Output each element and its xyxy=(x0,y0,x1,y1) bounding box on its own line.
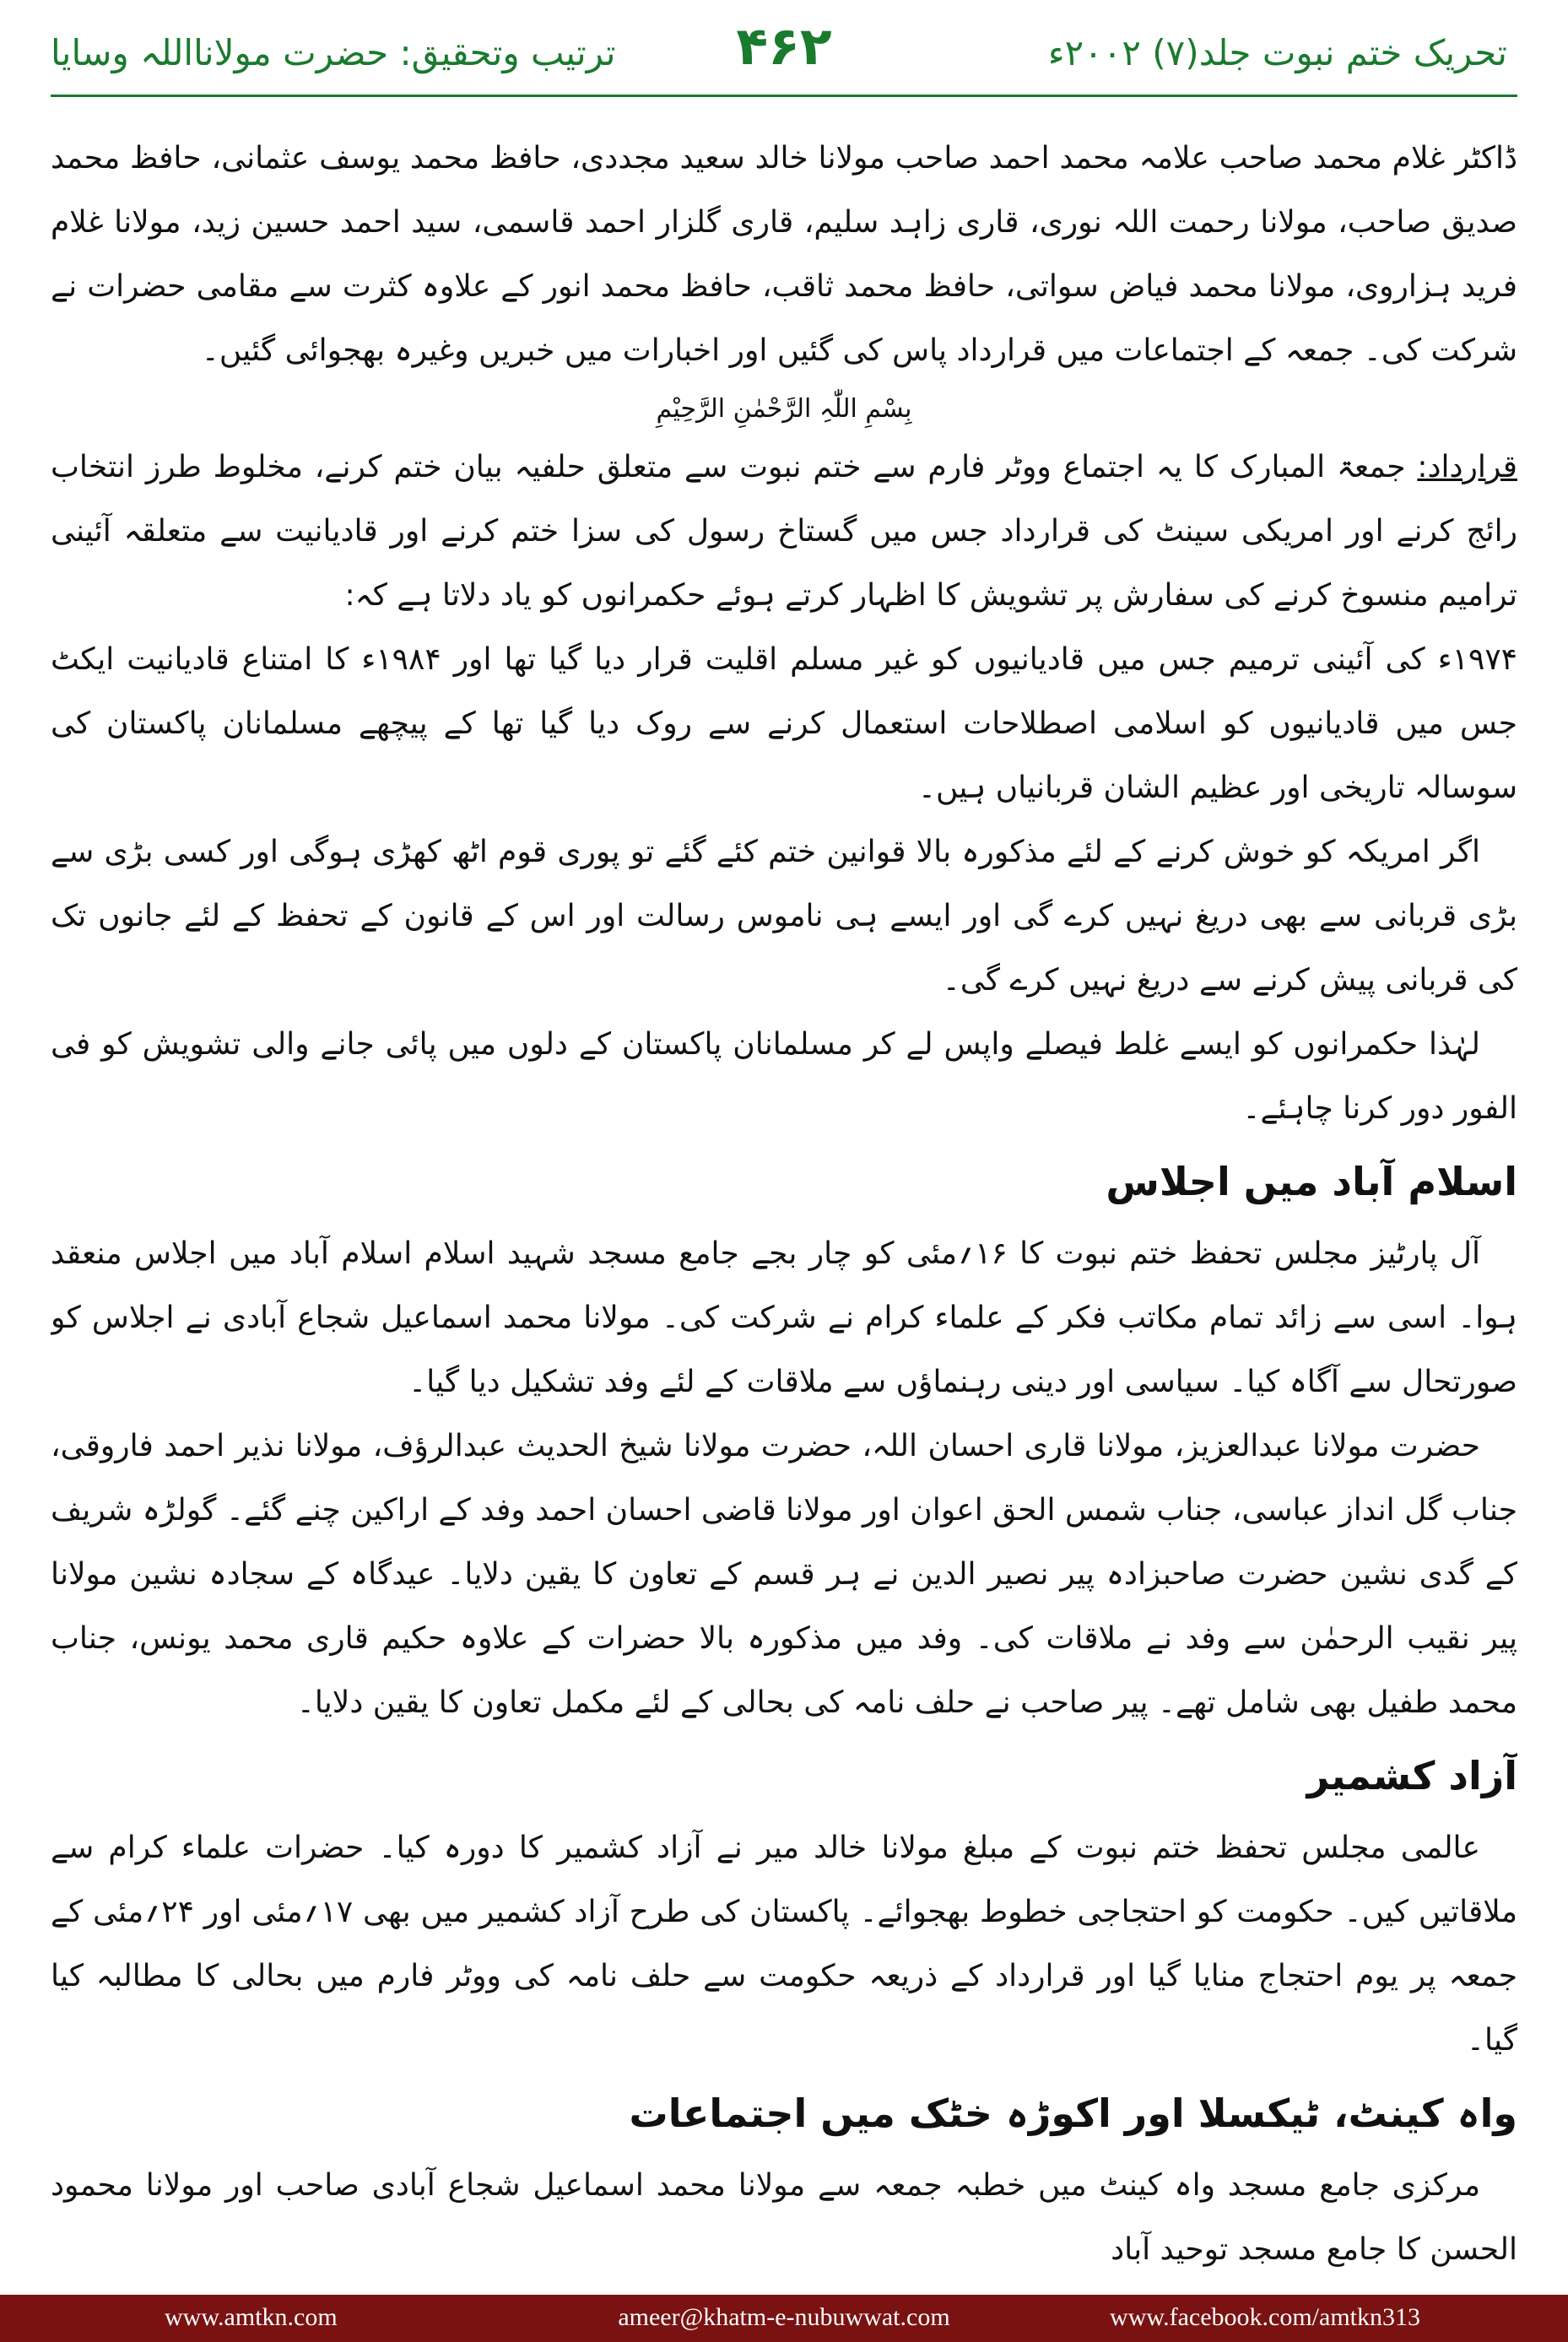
resolution-label: قرارداد: xyxy=(1417,450,1517,484)
email-link[interactable]: ameer@khatm-e-nubuwwat.com xyxy=(618,2303,950,2331)
resolution-text: جمعۃ المبارک کا یہ اجتماع ووٹر فارم سے ختم نبوت سے متعلق حلفیہ بیان ختم کرنے، مخلوط طرز انتخاب رائج کرنے اور امریکی سینٹ کی قرارداد جس میں گستاخ رسول کی سزا ختم کرنے اور قادیانیت سے متعلقہ آئینی ترامیم منسوخ کرنے کی سفارش پر تشویش کا اظہار کرتے ہوئے حکمرانوں کو یاد دلاتا ہے کہ: xyxy=(51,450,1517,613)
footer-bar xyxy=(0,2295,1568,2342)
section-heading-wah-cantt: واہ کینٹ، ٹیکسلا اور اکوڑہ خٹک میں اجتماعات xyxy=(629,2090,1517,2136)
page-body xyxy=(51,127,1517,2283)
section-heading-islamabad: اسلام آباد میں اجلاس xyxy=(1106,1159,1517,1204)
facebook-link[interactable]: www.facebook.com/amtkn313 xyxy=(1110,2303,1420,2331)
section-heading-azad-kashmir: آزاد کشمیر xyxy=(1306,1753,1517,1798)
page-header xyxy=(0,0,1568,100)
book-title: تحریک ختم نبوت جلد(۷) ۲۰۰۲ء xyxy=(1047,32,1507,73)
demand-paragraph: لہٰذا حکمرانوں کو ایسے غلط فیصلے واپس لے کر مسلمانان پاکستان کے دلوں میں پائی جانے والی تشویش کو فی الفور دور کرنا چاہئے۔ xyxy=(51,1027,1517,1126)
compiler-credit: ترتیب وتحقیق: حضرت مولانااللہ وسایا xyxy=(51,32,616,73)
website-link[interactable]: www.amtkn.com xyxy=(165,2303,338,2331)
attendees-paragraph: ڈاکٹر غلام محمد صاحب علامہ محمد احمد صاحب مولانا خالد سعید مجددی، حافظ محمد یوسف عثمانی، حافظ محمد صدیق صاحب، مولانا رحمت اللہ نوری، قاری زاہد سلیم، قاری گلزار احمد قاسمی، سید احمد حسین زید، مولانا غلام فرید ہزاروی، مولانا محمد فیاض سواتی، حافظ محمد ثاقب، حافظ محمد انور کے علاوہ کثرت سے مقامی حضرات نے شرکت کی۔ جمعہ کے اجتماعات میں قرارداد پاس کی گئیں اور اخبارات میں خبریں وغیرہ بھجوائی گئیں۔ xyxy=(51,141,1517,368)
bismillah: بِسْمِ اللّٰہِ الرَّحْمٰنِ الرَّحِیْمِ xyxy=(656,394,912,424)
amendment-paragraph: ۱۹۷۴ء کی آئینی ترمیم جس میں قادیانیوں کو غیر مسلم اقلیت قرار دیا گیا تھا اور ۱۹۸۴ء کا امتناع قادیانیت ایکٹ جس میں قادیانیوں کو اسلامی اصطلاحات استعمال کرنے سے روک دیا گیا تھا کے پیچھے مسلمانان پاکستان کی سوسالہ تاریخی اور عظیم الشان قربانیاں ہیں۔ xyxy=(51,642,1517,805)
resolution-paragraph xyxy=(51,435,1517,628)
islamabad-paragraph: آل پارٹیز مجلس تحفظ ختم نبوت کا ۱۶؍مئی کو چار بجے جامع مسجد شہید اسلام اسلام آباد میں اجلاس منعقد ہوا۔ اسی سے زائد تمام مکاتب فکر کے علماء کرام نے شرکت کی۔ مولانا محمد اسماعیل شجاع آبادی نے اجلاس کو صورتحال سے آگاہ کیا۔ سیاسی اور دینی رہنماؤں سے ملاقات کے لئے وفد تشکیل دیا گیا۔ xyxy=(51,1236,1517,1399)
header-divider xyxy=(51,95,1517,97)
wah-cantt-paragraph: مرکزی جامع مسجد واہ کینٹ میں خطبہ جمعہ سے مولانا محمد اسماعیل شجاع آبادی صاحب اور مولانا محمود الحسن کا جامع مسجد توحید آباد xyxy=(51,2168,1517,2267)
warning-paragraph: اگر امریکہ کو خوش کرنے کے لئے مذکورہ بالا قوانین ختم کئے گئے تو پوری قوم اٹھ کھڑی ہوگی اور کسی بڑی سے بڑی قربانی سے بھی دریغ نہیں کرے گی اور ایسے ہی ناموس رسالت اور اس کے قانون کے تحفظ کے لئے جانوں تک کی قربانی پیش کرنے سے دریغ نہیں کرے گی۔ xyxy=(51,835,1517,998)
page-number: ۴۶۲ xyxy=(736,15,832,77)
delegation-paragraph: حضرت مولانا عبدالعزیز، مولانا قاری احسان اللہ، حضرت مولانا شیخ الحدیث عبدالرؤف، مولانا نذیر احمد فاروقی، جناب گل انداز عباسی، جناب شمس الحق اعوان اور مولانا قاضی احسان احمد وفد کے اراکین چنے گئے۔ گولڑہ شریف کے گدی نشین حضرت صاحبزادہ پیر نصیر الدین نے ہر قسم کے تعاون کا یقین دلایا۔ عیدگاہ کے سجادہ نشین مولانا پیر نقیب الرحمٰن سے وفد نے ملاقات کی۔ وفد میں مذکورہ بالا حضرات کے علاوہ حکیم قاری محمد یونس، جناب محمد طفیل بھی شامل تھے۔ پیر صاحب نے حلف نامہ کی بحالی کے لئے مکمل تعاون کا یقین دلایا۔ xyxy=(51,1429,1517,1720)
kashmir-paragraph: عالمی مجلس تحفظ ختم نبوت کے مبلغ مولانا خالد میر نے آزاد کشمیر کا دورہ کیا۔ حضرات علماء کرام سے ملاقاتیں کیں۔ حکومت کو احتجاجی خطوط بھجوائے۔ پاکستان کی طرح آزاد کشمیر میں بھی ۱۷؍مئی اور ۲۴؍مئی کے جمعہ پر یوم احتجاج منایا گیا اور قرارداد کے ذریعہ حکومت سے حلف نامہ کی ووٹر فارم میں بحالی کا مطالبہ کیا گیا۔ xyxy=(51,1831,1517,2058)
